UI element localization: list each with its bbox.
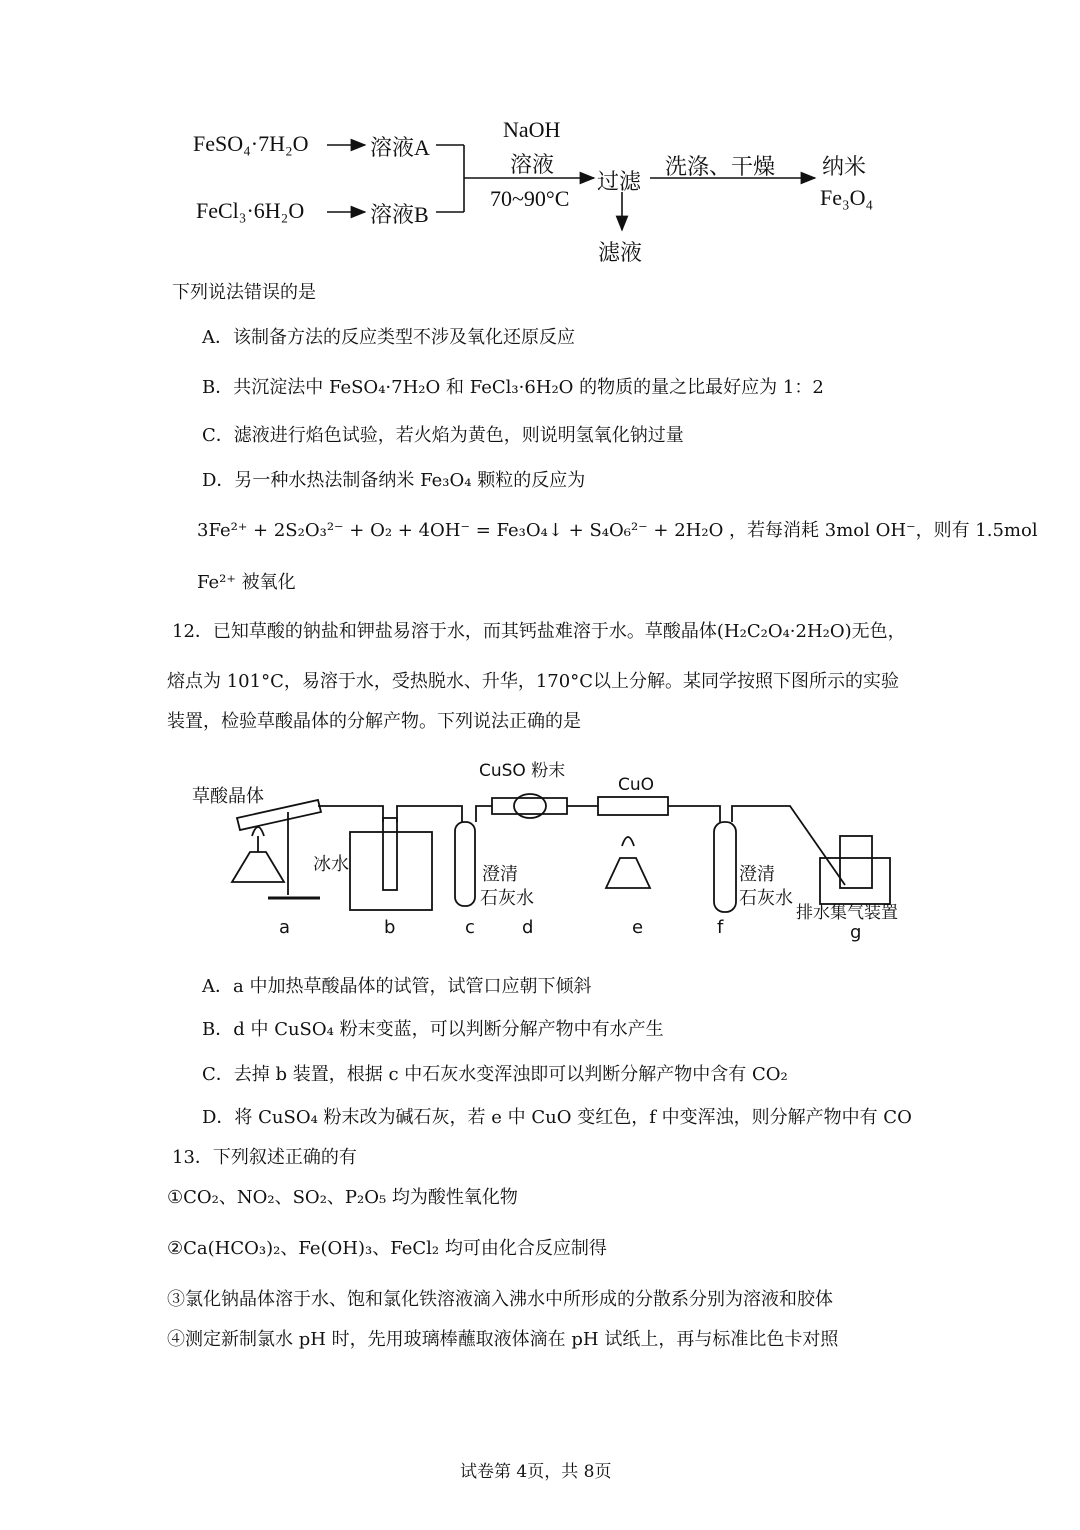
condition-solution: 溶液 — [510, 152, 555, 177]
letter-b: b — [384, 917, 396, 938]
letter-f: f — [717, 917, 724, 938]
q13-item-2: ②Ca(HCO₃)₂、Fe(OH)₃、FeCl₂ 均可由化合反应制得 — [167, 1238, 607, 1259]
solution-a: 溶液A — [370, 135, 430, 160]
solution-b: 溶液B — [370, 202, 429, 227]
q11-equation: 3Fe²⁺ + 2S₂O₃²⁻ + O₂ + 4OH⁻ = Fe₃O₄↓ + S₄O₆²⁻ + 2H₂O ，若每消耗 3mol OH⁻，则有 1.5mol — [197, 520, 1038, 541]
u-tube-b — [383, 818, 397, 890]
q11-option-d: D．另一种水热法制备纳米 Fe₃O₄ 颗粒的反应为 — [202, 470, 586, 491]
label-limewater-c-1: 澄清 — [482, 864, 518, 885]
alcohol-lamp-e — [606, 858, 650, 888]
q13-item-3: ③氯化钠晶体溶于水、饱和氯化铁溶液滴入沸水中所形成的分散系分别为溶液和胶体 — [167, 1289, 833, 1310]
letter-a: a — [279, 917, 291, 938]
label-gas-collect: 排水集气装置 — [796, 903, 898, 923]
label-cuo: CuO — [618, 775, 655, 795]
q11-equation-continued: Fe²⁺ 被氧化 — [197, 572, 296, 593]
combustion-tube-e — [598, 797, 668, 815]
wash-dry-step: 洗涤、干燥 — [665, 154, 776, 179]
q13-item-4: ④测定新制氯水 pH 时，先用玻璃棒蘸取液体滴在 pH 试纸上，再与标准比色卡对照 — [167, 1329, 839, 1350]
q12-option-b: B．d 中 CuSO₄ 粉末变蓝，可以判断分解产物中有水产生 — [202, 1019, 664, 1040]
label-cuso: CuSO 粉末 — [479, 761, 566, 781]
q11-option-b: B．共沉淀法中 FeSO₄·7H₂O 和 FeCl₃·6H₂O 的物质的量之比最好应为 1：2 — [202, 377, 824, 398]
collection-bottle-g — [840, 836, 872, 888]
page-footer: 试卷第 4页，共 8页 — [460, 1462, 612, 1482]
reactant-feso4: FeSO₄·7H₂O — [193, 131, 309, 156]
q11-option-c: C．滤液进行焰色试验，若火焰为黄色，则说明氢氧化钠过量 — [202, 425, 684, 446]
q12-stem-line2: 熔点为 101°C，易溶于水，受热脱水、升华，170°C以上分解。某同学按照下图所示的实验 — [167, 671, 899, 692]
label-limewater-f-2: 石灰水 — [739, 888, 793, 909]
drying-tube-d — [492, 798, 567, 814]
q11-option-a: A．该制备方法的反应类型不涉及氧化还原反应 — [202, 327, 575, 348]
reactant-fecl3: FeCl₃·6H₂O — [196, 198, 305, 223]
filter-step: 过滤 — [597, 169, 642, 194]
condition-naoh: NaOH — [503, 117, 561, 142]
q13-item-1: ①CO₂、NO₂、SO₂、P₂O₅ 均为酸性氧化物 — [167, 1187, 518, 1208]
label-crystal: 草酸晶体 — [192, 786, 264, 807]
beaker-b — [350, 832, 432, 910]
letter-e: e — [632, 917, 644, 938]
letter-d: d — [522, 917, 534, 938]
q12-option-c: C．去掉 b 装置，根据 c 中石灰水变浑浊即可以判断分解产物中含有 CO₂ — [202, 1064, 788, 1085]
label-icewater: 冰水 — [313, 854, 349, 875]
alcohol-lamp-a — [232, 852, 284, 882]
q12-stem-line3: 装置，检验草酸晶体的分解产物。下列说法正确的是 — [167, 711, 581, 732]
product-fe3o4: Fe₃O₄ — [820, 185, 874, 210]
q12-option-d: D．将 CuSO₄ 粉末改为碱石灰，若 e 中 CuO 变红色，f 中变浑浊，则分解产物中有 CO — [202, 1107, 912, 1128]
condition-temperature: 70~90°C — [490, 186, 570, 211]
label-limewater-c-2: 石灰水 — [480, 888, 534, 909]
q13-stem: 13．下列叙述正确的有 — [172, 1147, 357, 1168]
test-tube-f — [714, 822, 736, 912]
letter-c: c — [465, 917, 475, 938]
product-label: 纳米 — [822, 154, 867, 179]
q12-option-a: A．a 中加热草酸晶体的试管，试管口应朝下倾斜 — [202, 976, 592, 997]
q12-stem-line1: 12．已知草酸的钠盐和钾盐易溶于水，而其钙盐难溶于水。草酸晶体(H₂C₂O₄·2H₂O)无色， — [172, 621, 906, 642]
q11-stem: 下列说法错误的是 — [172, 282, 316, 303]
letter-g: g — [850, 922, 862, 943]
test-tube-c — [455, 822, 475, 906]
label-limewater-f-1: 澄清 — [739, 864, 775, 885]
filtrate: 滤液 — [598, 240, 643, 265]
